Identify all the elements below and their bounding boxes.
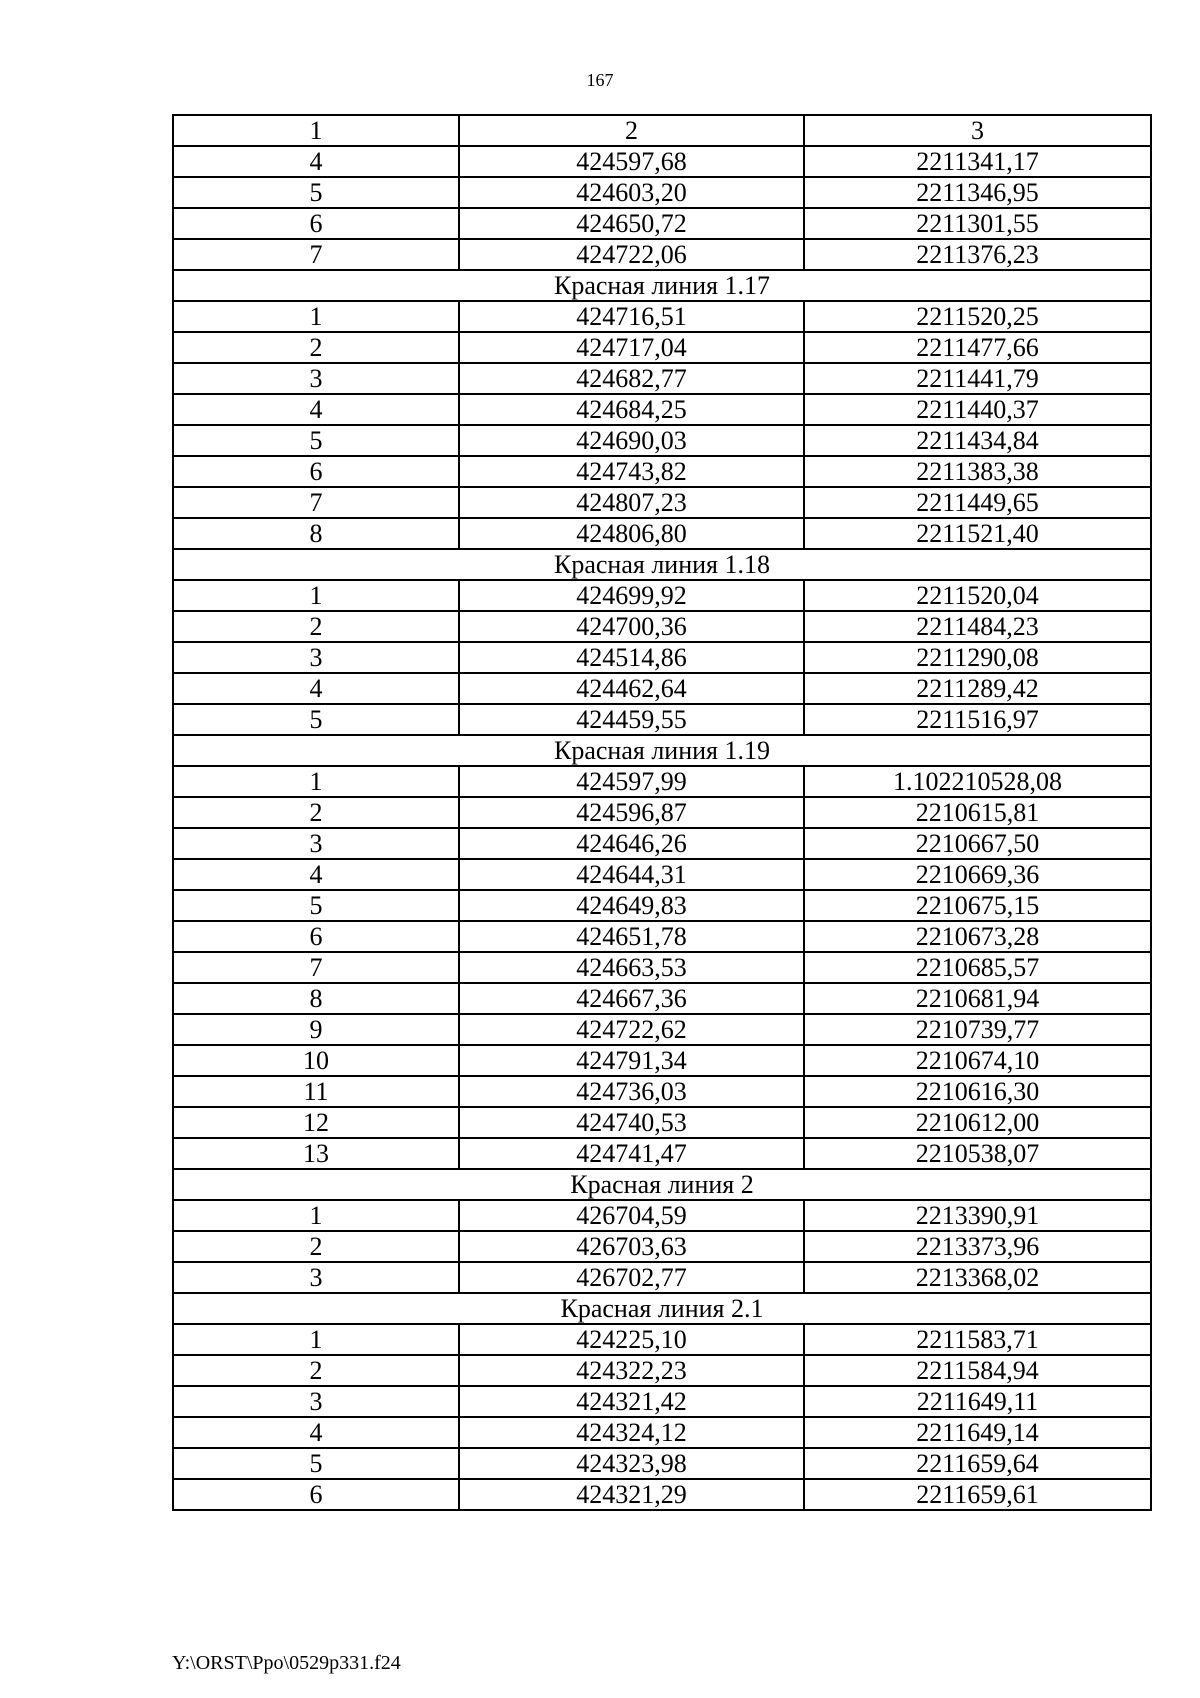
table-row — [173, 642, 1151, 673]
table-row — [173, 859, 1151, 890]
x-coordinate-cell: 424736,03 — [459, 1076, 804, 1107]
point-number-cell: 1 — [173, 766, 459, 797]
table-row — [173, 828, 1151, 859]
table-row — [173, 1231, 1151, 1262]
table-row — [173, 1014, 1151, 1045]
y-coordinate-cell: 2211520,25 — [804, 301, 1151, 332]
x-coordinate-cell: 424459,55 — [459, 704, 804, 735]
point-number-cell: 3 — [173, 828, 459, 859]
x-coordinate-cell: 424740,53 — [459, 1107, 804, 1138]
table-row — [173, 332, 1151, 363]
section-title: Красная линия 1.17 — [173, 270, 1151, 301]
x-coordinate-cell: 424646,26 — [459, 828, 804, 859]
point-number-cell: 10 — [173, 1045, 459, 1076]
y-coordinate-cell: 2210667,50 — [804, 828, 1151, 859]
y-coordinate-cell: 2211383,38 — [804, 456, 1151, 487]
y-coordinate-cell: 2210674,10 — [804, 1045, 1151, 1076]
table-row — [173, 1324, 1151, 1355]
table-row — [173, 952, 1151, 983]
table-row — [173, 1448, 1151, 1479]
y-coordinate-cell: 2211346,95 — [804, 177, 1151, 208]
x-coordinate-cell: 424323,98 — [459, 1448, 804, 1479]
point-number-cell: 7 — [173, 487, 459, 518]
y-coordinate-cell: 2211649,11 — [804, 1386, 1151, 1417]
y-coordinate-cell: 2211477,66 — [804, 332, 1151, 363]
y-coordinate-cell: 2211289,42 — [804, 673, 1151, 704]
header-cell-x: 2 — [459, 115, 804, 146]
x-coordinate-cell: 426703,63 — [459, 1231, 804, 1262]
point-number-cell: 1 — [173, 301, 459, 332]
y-coordinate-cell: 2211376,23 — [804, 239, 1151, 270]
x-coordinate-cell: 424791,34 — [459, 1045, 804, 1076]
y-coordinate-cell: 2211520,04 — [804, 580, 1151, 611]
x-coordinate-cell: 424596,87 — [459, 797, 804, 828]
point-number-cell: 3 — [173, 363, 459, 394]
y-coordinate-cell: 2210538,07 — [804, 1138, 1151, 1169]
header-cell-y: 3 — [804, 115, 1151, 146]
y-coordinate-cell: 1.102210528,08 — [804, 766, 1151, 797]
section-title-row — [173, 270, 1151, 301]
x-coordinate-cell: 424603,20 — [459, 177, 804, 208]
point-number-cell: 5 — [173, 1448, 459, 1479]
x-coordinate-cell: 424807,23 — [459, 487, 804, 518]
point-number-cell: 5 — [173, 704, 459, 735]
x-coordinate-cell: 424462,64 — [459, 673, 804, 704]
table-row — [173, 208, 1151, 239]
table-row — [173, 518, 1151, 549]
table-header-row — [173, 115, 1151, 146]
point-number-cell: 5 — [173, 177, 459, 208]
x-coordinate-cell: 424321,42 — [459, 1386, 804, 1417]
point-number-cell: 5 — [173, 890, 459, 921]
point-number-cell: 1 — [173, 1200, 459, 1231]
x-coordinate-cell: 424722,62 — [459, 1014, 804, 1045]
y-coordinate-cell: 2211434,84 — [804, 425, 1151, 456]
table-row — [173, 1076, 1151, 1107]
point-number-cell: 4 — [173, 673, 459, 704]
table-row — [173, 425, 1151, 456]
section-title: Красная линия 1.18 — [173, 549, 1151, 580]
table-row — [173, 921, 1151, 952]
y-coordinate-cell: 2211301,55 — [804, 208, 1151, 239]
x-coordinate-cell: 424690,03 — [459, 425, 804, 456]
y-coordinate-cell: 2211583,71 — [804, 1324, 1151, 1355]
table-row — [173, 1107, 1151, 1138]
x-coordinate-cell: 424682,77 — [459, 363, 804, 394]
table-row — [173, 363, 1151, 394]
y-coordinate-cell: 2213368,02 — [804, 1262, 1151, 1293]
point-number-cell: 2 — [173, 1355, 459, 1386]
point-number-cell: 1 — [173, 580, 459, 611]
section-title: Красная линия 1.19 — [173, 735, 1151, 766]
section-title-row — [173, 549, 1151, 580]
page-number: 167 — [586, 70, 614, 90]
x-coordinate-cell: 424644,31 — [459, 859, 804, 890]
table-row — [173, 890, 1151, 921]
table-row — [173, 704, 1151, 735]
table-row — [173, 239, 1151, 270]
table-row — [173, 177, 1151, 208]
table-row — [173, 394, 1151, 425]
point-number-cell: 2 — [173, 611, 459, 642]
x-coordinate-cell: 426704,59 — [459, 1200, 804, 1231]
x-coordinate-cell: 424700,36 — [459, 611, 804, 642]
point-number-cell: 4 — [173, 394, 459, 425]
point-number-cell: 4 — [173, 146, 459, 177]
y-coordinate-cell: 2210681,94 — [804, 983, 1151, 1014]
point-number-cell: 8 — [173, 518, 459, 549]
x-coordinate-cell: 424321,29 — [459, 1479, 804, 1510]
point-number-cell: 5 — [173, 425, 459, 456]
table-row — [173, 1200, 1151, 1231]
header-cell-number: 1 — [173, 115, 459, 146]
point-number-cell: 6 — [173, 208, 459, 239]
point-number-cell: 11 — [173, 1076, 459, 1107]
table-row — [173, 456, 1151, 487]
y-coordinate-cell: 2211484,23 — [804, 611, 1151, 642]
x-coordinate-cell: 424651,78 — [459, 921, 804, 952]
y-coordinate-cell: 2210669,36 — [804, 859, 1151, 890]
section-title-row — [173, 735, 1151, 766]
y-coordinate-cell: 2211341,17 — [804, 146, 1151, 177]
x-coordinate-cell: 424722,06 — [459, 239, 804, 270]
section-title: Красная линия 2 — [173, 1169, 1151, 1200]
table-row — [173, 1386, 1151, 1417]
table-row — [173, 1262, 1151, 1293]
x-coordinate-cell: 424514,86 — [459, 642, 804, 673]
y-coordinate-cell: 2211659,61 — [804, 1479, 1151, 1510]
x-coordinate-cell: 424741,47 — [459, 1138, 804, 1169]
x-coordinate-cell: 424743,82 — [459, 456, 804, 487]
point-number-cell: 8 — [173, 983, 459, 1014]
y-coordinate-cell: 2210739,77 — [804, 1014, 1151, 1045]
point-number-cell: 1 — [173, 1324, 459, 1355]
y-coordinate-cell: 2211584,94 — [804, 1355, 1151, 1386]
x-coordinate-cell: 424649,83 — [459, 890, 804, 921]
table-row — [173, 1138, 1151, 1169]
y-coordinate-cell: 2211649,14 — [804, 1417, 1151, 1448]
table-row — [173, 487, 1151, 518]
table-row — [173, 301, 1151, 332]
x-coordinate-cell: 424663,53 — [459, 952, 804, 983]
x-coordinate-cell: 424650,72 — [459, 208, 804, 239]
point-number-cell: 4 — [173, 859, 459, 890]
x-coordinate-cell: 424684,25 — [459, 394, 804, 425]
point-number-cell: 6 — [173, 921, 459, 952]
y-coordinate-cell: 2211440,37 — [804, 394, 1151, 425]
y-coordinate-cell: 2210615,81 — [804, 797, 1151, 828]
point-number-cell: 13 — [173, 1138, 459, 1169]
table-row — [173, 983, 1151, 1014]
point-number-cell: 6 — [173, 1479, 459, 1510]
y-coordinate-cell: 2213390,91 — [804, 1200, 1151, 1231]
x-coordinate-cell: 424324,12 — [459, 1417, 804, 1448]
x-coordinate-cell: 424322,23 — [459, 1355, 804, 1386]
x-coordinate-cell: 424717,04 — [459, 332, 804, 363]
table-row — [173, 797, 1151, 828]
table-row — [173, 1479, 1151, 1510]
table-row — [173, 766, 1151, 797]
y-coordinate-cell: 2211521,40 — [804, 518, 1151, 549]
y-coordinate-cell: 2210685,57 — [804, 952, 1151, 983]
table-row — [173, 673, 1151, 704]
x-coordinate-cell: 424225,10 — [459, 1324, 804, 1355]
x-coordinate-cell: 424597,99 — [459, 766, 804, 797]
y-coordinate-cell: 2210675,15 — [804, 890, 1151, 921]
x-coordinate-cell: 424806,80 — [459, 518, 804, 549]
table-row — [173, 611, 1151, 642]
section-title: Красная линия 2.1 — [173, 1293, 1151, 1324]
y-coordinate-cell: 2211441,79 — [804, 363, 1151, 394]
point-number-cell: 3 — [173, 1386, 459, 1417]
table-row — [173, 146, 1151, 177]
point-number-cell: 12 — [173, 1107, 459, 1138]
point-number-cell: 4 — [173, 1417, 459, 1448]
point-number-cell: 2 — [173, 1231, 459, 1262]
x-coordinate-cell: 424597,68 — [459, 146, 804, 177]
x-coordinate-cell: 424699,92 — [459, 580, 804, 611]
file-path-footer: Y:\ORST\Ppo\0529p331.f24 — [172, 1652, 401, 1674]
x-coordinate-cell: 424667,36 — [459, 983, 804, 1014]
point-number-cell: 6 — [173, 456, 459, 487]
y-coordinate-cell: 2210616,30 — [804, 1076, 1151, 1107]
y-coordinate-cell: 2211290,08 — [804, 642, 1151, 673]
y-coordinate-cell: 2213373,96 — [804, 1231, 1151, 1262]
point-number-cell: 9 — [173, 1014, 459, 1045]
point-number-cell: 3 — [173, 1262, 459, 1293]
point-number-cell: 2 — [173, 797, 459, 828]
table-row — [173, 1355, 1151, 1386]
table-row — [173, 1417, 1151, 1448]
point-number-cell: 7 — [173, 952, 459, 983]
section-title-row — [173, 1293, 1151, 1324]
y-coordinate-cell: 2211449,65 — [804, 487, 1151, 518]
x-coordinate-cell: 424716,51 — [459, 301, 804, 332]
y-coordinate-cell: 2211659,64 — [804, 1448, 1151, 1479]
point-number-cell: 3 — [173, 642, 459, 673]
point-number-cell: 2 — [173, 332, 459, 363]
x-coordinate-cell: 426702,77 — [459, 1262, 804, 1293]
table-body — [173, 115, 1151, 1510]
section-title-row — [173, 1169, 1151, 1200]
y-coordinate-cell: 2210673,28 — [804, 921, 1151, 952]
y-coordinate-cell: 2210612,00 — [804, 1107, 1151, 1138]
table-row — [173, 580, 1151, 611]
y-coordinate-cell: 2211516,97 — [804, 704, 1151, 735]
coordinates-table — [172, 114, 1152, 1511]
point-number-cell: 7 — [173, 239, 459, 270]
table-row — [173, 1045, 1151, 1076]
